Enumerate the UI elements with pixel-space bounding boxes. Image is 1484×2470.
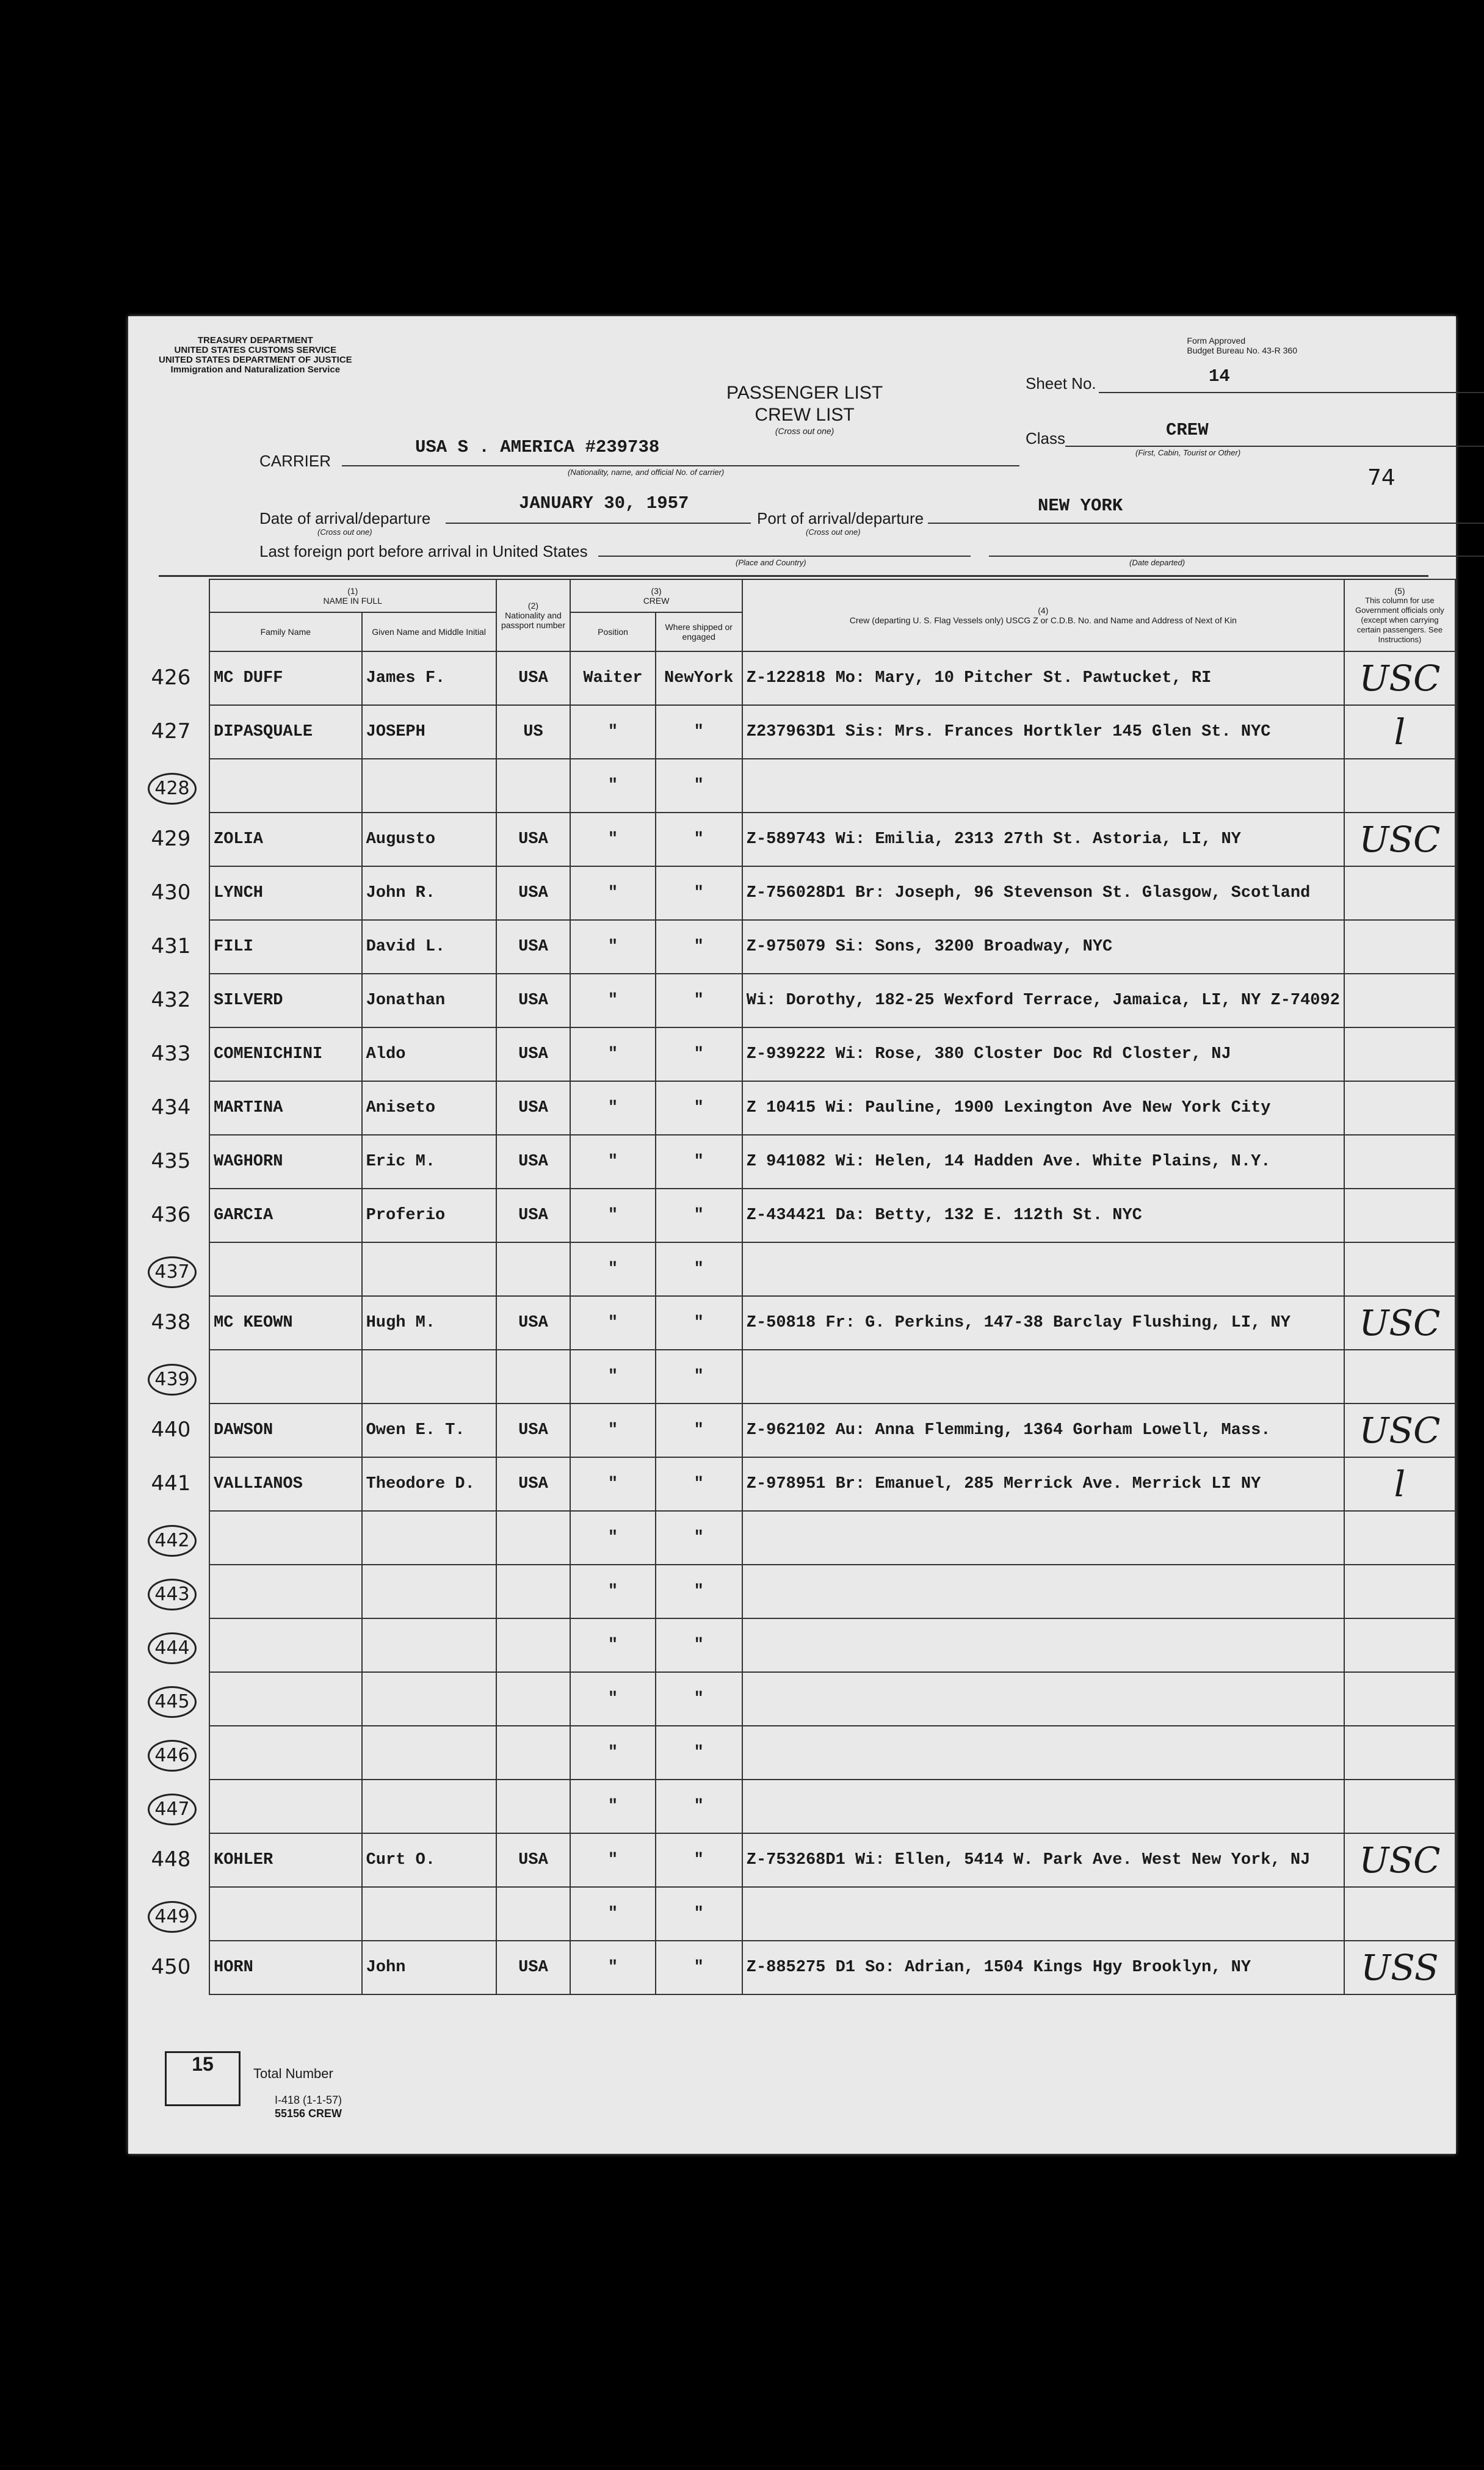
gov-use-cell: [1344, 1672, 1455, 1726]
row-number: 449: [148, 1901, 197, 1933]
crew-list-document: TREASURY DEPARTMENT UNITED STATES CUSTOMS SERVICE UNITED STATES DEPARTMENT OF JUSTICE Immigration and Naturalization Service Form Approved Budget Bureau No. 43-R 360 PASSENGER LIST CREW LIST (Cross out one) Sheet No. 14 Class CREW (First, Cabin, Tourist or Other) 74 CARRIER USA S . AMERICA #239738 (Nationality, name, and official No. of carrier) Date of arrival/departure (Cross out one) JANUARY 30, 1957 Port of arrival/departure (Cross out one) NEW YORK Last foreign port before arrival in United States (Place and Country) (Date departed) (1) NAME IN FULL (2) Nationality and passport number (3) CREW (4) Crew (departing U. S. Flag Vessels only) USCG Z or C.D.B. No. and Name and Address of Next of Kin (5) This column for use Government officials only (except when carrying certain passengers. See Instructions) Family Name Given Name and Middle Initial Position Where shipped or engaged MC DUFF James F. USA Waiter NewYork Z-122818 Mo: Mary, 10 Pitcher St. Pawtucket, RI USC DIPASQUALE JOSEPH US " " Z237963D1 Sis: Mrs. Frances Hortkler 145 Glen St. NYC l " " ZOLIA Augusto USA " " Z-589743 Wi: Emilia, 2313 27th St. Astoria, LI, NY USC LYNCH John R. USA " " Z-756028D1 Br: Joseph, 96 Stevenson St. Glasgow, Scotland FILI David L. USA " " Z-975079 Si: Sons, 3200 Broadway, NYC SILVERD Jonathan USA " " Wi: Dorothy, 182-25 Wexford Terrace, Jamaica, LI, NY Z-74092 COMENICHINI Aldo USA " " Z-939222 Wi: Rose, 380 Closter Doc Rd Closter, NJ MARTINA Aniseto USA " " Z 10415 Wi: Pauline, 1900 Lexington Ave New York City WAGHORN Eric M. USA " " Z 941082 Wi: Helen, 14 Hadden Ave. White Plains, N.Y. GARCIA Proferio USA " " Z-434421 Da: Betty, 132 E. 112th St. NYC " " MC KEOWN Hugh M. USA " " Z-50818 Fr: G. Perkins, 147-38 Barclay Flushing, LI, NY USC " " DAWSON Owen E. T. USA " " Z-962102 Au: Anna Flemming, 1364 Gorham Lowell, Mass. USC VALLIANOS Theodore D. USA " " Z-978951 Br: Emanuel, 285 Merrick Ave. Merrick LI NY l " " " " " " " " " " " " KOHLER Curt O. USA " " Z-753268D1 Wi: Ellen, 5414 W. Park Ave. West New York, NJ USC " " HORN John USA " " Z-885275 D1 So: Adrian, 1504 Kings Hgy Brooklyn, NY USS 426 427 428 429 430 431 432 433 434 435 436 437 438 439 440 441 442 443 444 445 446 447 448 449 450 15 Total Number I-418 (1-1-57) 55156 CREW: [128, 316, 1456, 2154]
next-of-kin-cell: [742, 1242, 1344, 1296]
position-cell: ": [570, 1296, 655, 1350]
position-cell: ": [570, 759, 655, 813]
family-name-cell: ZOLIA: [209, 813, 362, 866]
nationality-cell: [496, 1618, 571, 1672]
given-name-cell: JOSEPH: [362, 705, 496, 759]
nationality-cell: USA: [496, 813, 571, 866]
given-name-cell: [362, 1672, 496, 1726]
table-row: [209, 1081, 1455, 1135]
gov-use-cell: [1344, 1081, 1455, 1135]
gov-use-cell: [1344, 1887, 1455, 1941]
next-of-kin-cell: Z-122818 Mo: Mary, 10 Pitcher St. Pawtucket, RI: [742, 651, 1344, 705]
next-of-kin-cell: [742, 1672, 1344, 1726]
next-of-kin-cell: Z 941082 Wi: Helen, 14 Hadden Ave. White Plains, N.Y.: [742, 1135, 1344, 1189]
next-of-kin-cell: Z-589743 Wi: Emilia, 2313 27th St. Astoria, LI, NY: [742, 813, 1344, 866]
nationality-cell: USA: [496, 920, 571, 974]
crew-rows: [209, 651, 1455, 1994]
next-of-kin-cell: Z-939222 Wi: Rose, 380 Closter Doc Rd Closter, NJ: [742, 1027, 1344, 1081]
nationality-cell: USA: [496, 1135, 571, 1189]
shipped-cell: ": [656, 705, 742, 759]
total-number-label: Total Number: [253, 2066, 333, 2081]
nationality-cell: USA: [496, 866, 571, 920]
nationality-cell: USA: [496, 1189, 571, 1242]
position-cell: ": [570, 1027, 655, 1081]
given-name-cell: David L.: [362, 920, 496, 974]
position-cell: ": [570, 1189, 655, 1242]
family-name-cell: HORN: [209, 1941, 362, 1994]
given-name-cell: [362, 1887, 496, 1941]
row-number: 437: [148, 1256, 197, 1288]
position-cell: ": [570, 1726, 655, 1780]
nationality-cell: USA: [496, 1941, 571, 1994]
shipped-cell: ": [656, 866, 742, 920]
row-number: 427: [151, 719, 191, 744]
family-name-cell: VALLIANOS: [209, 1457, 362, 1511]
nationality-cell: [496, 1350, 571, 1403]
next-of-kin-cell: Z-753268D1 Wi: Ellen, 5414 W. Park Ave. West New York, NJ: [742, 1833, 1344, 1887]
gov-use-cell: [1344, 1135, 1455, 1189]
row-number: 440: [151, 1418, 191, 1442]
row-number: 435: [151, 1149, 191, 1173]
row-number: 436: [151, 1203, 191, 1227]
shipped-cell: ": [656, 1780, 742, 1833]
table-row: [209, 866, 1455, 920]
gov-use-cell: [1344, 1027, 1455, 1081]
next-of-kin-cell: Z-885275 D1 So: Adrian, 1504 Kings Hgy Brooklyn, NY: [742, 1941, 1344, 1994]
given-name-cell: [362, 1618, 496, 1672]
row-number: 447: [148, 1794, 197, 1825]
row-number: 446: [148, 1740, 197, 1772]
family-name-cell: MC DUFF: [209, 651, 362, 705]
gov-use-cell: [1344, 1780, 1455, 1833]
next-of-kin-cell: [742, 1565, 1344, 1618]
next-of-kin-cell: [742, 759, 1344, 813]
nationality-cell: [496, 1726, 571, 1780]
gov-use-cell: USS: [1344, 1941, 1455, 1994]
family-name-cell: LYNCH: [209, 866, 362, 920]
row-number: 450: [151, 1955, 191, 1979]
row-number: 430: [151, 880, 191, 905]
date-label: Date of arrival/departure: [259, 509, 431, 527]
gov-use-cell: [1344, 866, 1455, 920]
total-number-value: 15: [192, 2053, 214, 2075]
table-row: [209, 920, 1455, 974]
table-row: [209, 1511, 1455, 1565]
nationality-cell: USA: [496, 974, 571, 1027]
next-of-kin-cell: [742, 1350, 1344, 1403]
shipped-cell: ": [656, 1189, 742, 1242]
position-cell: ": [570, 1780, 655, 1833]
given-name-cell: [362, 1726, 496, 1780]
next-of-kin-cell: Z-50818 Fr: G. Perkins, 147-38 Barclay Flushing, LI, NY: [742, 1296, 1344, 1350]
row-number: 439: [148, 1364, 197, 1396]
next-of-kin-cell: [742, 1887, 1344, 1941]
shipped-cell: ": [656, 1242, 742, 1296]
position-cell: ": [570, 813, 655, 866]
given-name-cell: [362, 1780, 496, 1833]
shipped-cell: ": [656, 1457, 742, 1511]
table-row: [209, 1726, 1455, 1780]
family-name-cell: [209, 759, 362, 813]
family-name-cell: DIPASQUALE: [209, 705, 362, 759]
nationality-cell: USA: [496, 1296, 571, 1350]
next-of-kin-cell: Z-975079 Si: Sons, 3200 Broadway, NYC: [742, 920, 1344, 974]
family-name-cell: MC KEOWN: [209, 1296, 362, 1350]
shipped-cell: ": [656, 1511, 742, 1565]
position-cell: ": [570, 1511, 655, 1565]
gov-use-cell: [1344, 1242, 1455, 1296]
next-of-kin-cell: [742, 1618, 1344, 1672]
family-name-cell: [209, 1242, 362, 1296]
position-cell: ": [570, 1403, 655, 1457]
given-name-cell: Aniseto: [362, 1081, 496, 1135]
row-number: 445: [148, 1686, 197, 1718]
given-name-cell: [362, 759, 496, 813]
shipped-header: Where shipped or engaged: [656, 612, 742, 651]
table-row: [209, 1887, 1455, 1941]
position-cell: ": [570, 1887, 655, 1941]
position-cell: ": [570, 1618, 655, 1672]
shipped-cell: ": [656, 1027, 742, 1081]
position-cell: ": [570, 1833, 655, 1887]
gov-use-cell: [1344, 920, 1455, 974]
table-row: [209, 759, 1455, 813]
form-id: I-418 (1-1-57): [275, 2094, 342, 2106]
given-name-cell: Augusto: [362, 813, 496, 866]
given-name-cell: James F.: [362, 651, 496, 705]
row-number: 448: [151, 1847, 191, 1872]
position-cell: ": [570, 1242, 655, 1296]
crew-table: [209, 579, 1456, 1995]
form-approved: Form Approved Budget Bureau No. 43-R 360: [1187, 336, 1297, 355]
sheet-number: 14: [1209, 366, 1230, 386]
table-row: [209, 974, 1455, 1027]
shipped-cell: ": [656, 1403, 742, 1457]
nationality-cell: [496, 1672, 571, 1726]
col-name-header: (1) NAME IN FULL: [209, 579, 496, 612]
row-number: 444: [148, 1632, 197, 1664]
family-name-cell: WAGHORN: [209, 1135, 362, 1189]
shipped-cell: ": [656, 1726, 742, 1780]
gov-use-cell: [1344, 1350, 1455, 1403]
nationality-cell: [496, 1565, 571, 1618]
gov-use-cell: [1344, 1618, 1455, 1672]
gov-use-cell: [1344, 759, 1455, 813]
next-of-kin-cell: [742, 1511, 1344, 1565]
position-cell: ": [570, 1565, 655, 1618]
last-port-label: Last foreign port before arrival in United States: [259, 542, 588, 560]
position-cell: ": [570, 866, 655, 920]
nationality-cell: [496, 1887, 571, 1941]
table-row: [209, 1350, 1455, 1403]
next-of-kin-cell: Z-978951 Br: Emanuel, 285 Merrick Ave. Merrick LI NY: [742, 1457, 1344, 1511]
shipped-cell: ": [656, 1618, 742, 1672]
nationality-cell: USA: [496, 651, 571, 705]
gov-use-cell: USC: [1344, 1403, 1455, 1457]
shipped-cell: ": [656, 1350, 742, 1403]
family-name-cell: [209, 1672, 362, 1726]
shipped-cell: ": [656, 1672, 742, 1726]
family-name-cell: [209, 1887, 362, 1941]
form-code: 55156 CREW: [275, 2107, 342, 2120]
position-cell: ": [570, 1941, 655, 1994]
nationality-cell: [496, 1511, 571, 1565]
nationality-cell: USA: [496, 1081, 571, 1135]
position-cell: ": [570, 974, 655, 1027]
nationality-cell: US: [496, 705, 571, 759]
row-number: 433: [151, 1041, 191, 1066]
gov-use-cell: USC: [1344, 651, 1455, 705]
title-crew: CREW LIST: [755, 405, 855, 425]
given-name-cell: Eric M.: [362, 1135, 496, 1189]
shipped-cell: NewYork: [656, 651, 742, 705]
carrier-value: USA S . AMERICA #239738: [415, 437, 660, 457]
row-number: 432: [151, 988, 191, 1012]
given-name-cell: [362, 1565, 496, 1618]
family-name-cell: KOHLER: [209, 1833, 362, 1887]
gov-use-cell: l: [1344, 705, 1455, 759]
given-name-cell: [362, 1511, 496, 1565]
shipped-cell: ": [656, 813, 742, 866]
shipped-cell: ": [656, 1565, 742, 1618]
gov-use-cell: l: [1344, 1457, 1455, 1511]
position-cell: ": [570, 1457, 655, 1511]
row-number: 434: [151, 1095, 191, 1120]
document-title: PASSENGER LIST CREW LIST (Cross out one): [726, 383, 883, 436]
next-of-kin-cell: Z237963D1 Sis: Mrs. Frances Hortkler 145 Glen St. NYC: [742, 705, 1344, 759]
table-row: [209, 1780, 1455, 1833]
total-number-box: [165, 2051, 241, 2106]
gov-use-cell: [1344, 1511, 1455, 1565]
given-name-cell: Proferio: [362, 1189, 496, 1242]
nationality-cell: USA: [496, 1027, 571, 1081]
given-name-cell: [362, 1350, 496, 1403]
given-name-cell: Aldo: [362, 1027, 496, 1081]
gov-use-cell: USC: [1344, 813, 1455, 866]
family-name-cell: MARTINA: [209, 1081, 362, 1135]
col-kin-header: (4) Crew (departing U. S. Flag Vessels only) USCG Z or C.D.B. No. and Name and Address of Next of Kin: [742, 579, 1344, 651]
row-number: 428: [148, 773, 197, 805]
position-cell: ": [570, 705, 655, 759]
gov-use-cell: [1344, 1726, 1455, 1780]
class-label: Class: [1026, 429, 1066, 447]
next-of-kin-cell: Z-434421 Da: Betty, 132 E. 112th St. NYC: [742, 1189, 1344, 1242]
nationality-cell: [496, 1780, 571, 1833]
family-name-cell: GARCIA: [209, 1189, 362, 1242]
gov-use-cell: USC: [1344, 1296, 1455, 1350]
next-of-kin-cell: Z 10415 Wi: Pauline, 1900 Lexington Ave New York City: [742, 1081, 1344, 1135]
shipped-cell: ": [656, 1887, 742, 1941]
next-of-kin-cell: Z-962102 Au: Anna Flemming, 1364 Gorham Lowell, Mass.: [742, 1403, 1344, 1457]
given-name-cell: Jonathan: [362, 974, 496, 1027]
family-name-cell: [209, 1726, 362, 1780]
shipped-cell: ": [656, 974, 742, 1027]
col-gov-header: (5) This column for use Government officials only (except when carrying certain passengers. See Instructions): [1344, 579, 1455, 651]
nationality-cell: USA: [496, 1457, 571, 1511]
family-name-cell: [209, 1511, 362, 1565]
class-value: CREW: [1166, 420, 1209, 440]
table-row: [209, 1618, 1455, 1672]
port-label: Port of arrival/departure: [757, 509, 924, 527]
row-number: 443: [148, 1579, 197, 1610]
gov-use-cell: USC: [1344, 1833, 1455, 1887]
row-number: 441: [151, 1471, 191, 1496]
family-name-cell: FILI: [209, 920, 362, 974]
position-cell: ": [570, 1081, 655, 1135]
family-name-cell: SILVERD: [209, 974, 362, 1027]
family-name-cell: [209, 1618, 362, 1672]
table-row: [209, 1027, 1455, 1081]
sheet-label: Sheet No.: [1026, 374, 1096, 393]
family-name-cell: DAWSON: [209, 1403, 362, 1457]
given-name-cell: John: [362, 1941, 496, 1994]
given-name-cell: [362, 1242, 496, 1296]
table-row: [209, 705, 1455, 759]
nationality-cell: USA: [496, 1403, 571, 1457]
date-value: JANUARY 30, 1957: [519, 493, 689, 513]
table-row: [209, 1403, 1455, 1457]
given-name-cell: Theodore D.: [362, 1457, 496, 1511]
row-number: 426: [151, 665, 191, 690]
col-crew-header: (3) CREW: [570, 579, 742, 612]
shipped-cell: ": [656, 1833, 742, 1887]
family-name-cell: COMENICHINI: [209, 1027, 362, 1081]
position-cell: ": [570, 1135, 655, 1189]
row-number: 438: [151, 1310, 191, 1335]
family-name-cell: [209, 1350, 362, 1403]
next-of-kin-cell: Wi: Dorothy, 182-25 Wexford Terrace, Jamaica, LI, NY Z-74092: [742, 974, 1344, 1027]
gov-use-cell: [1344, 1189, 1455, 1242]
col-nationality-header: (2) Nationality and passport number: [496, 579, 571, 651]
given-name-header: Given Name and Middle Initial: [362, 612, 496, 651]
table-row: [209, 1565, 1455, 1618]
title-passenger: PASSENGER LIST: [726, 383, 883, 403]
table-row: [209, 1189, 1455, 1242]
given-name-cell: Curt O.: [362, 1833, 496, 1887]
table-row: [209, 1941, 1455, 1994]
page-number: 74: [1367, 465, 1395, 490]
shipped-cell: ": [656, 1081, 742, 1135]
given-name-cell: Hugh M.: [362, 1296, 496, 1350]
gov-use-cell: [1344, 1565, 1455, 1618]
position-cell: ": [570, 1350, 655, 1403]
table-row: [209, 1135, 1455, 1189]
given-name-cell: John R.: [362, 866, 496, 920]
shipped-cell: ": [656, 759, 742, 813]
row-number: 431: [151, 934, 191, 958]
gov-use-cell: [1344, 974, 1455, 1027]
position-cell: Waiter: [570, 651, 655, 705]
family-name-header: Family Name: [209, 612, 362, 651]
next-of-kin-cell: Z-756028D1 Br: Joseph, 96 Stevenson St. Glasgow, Scotland: [742, 866, 1344, 920]
table-row: [209, 1296, 1455, 1350]
row-number: 442: [148, 1525, 197, 1557]
nationality-cell: [496, 1242, 571, 1296]
next-of-kin-cell: [742, 1726, 1344, 1780]
family-name-cell: [209, 1565, 362, 1618]
shipped-cell: ": [656, 920, 742, 974]
given-name-cell: Owen E. T.: [362, 1403, 496, 1457]
nationality-cell: [496, 759, 571, 813]
agency-header: TREASURY DEPARTMENT UNITED STATES CUSTOMS SERVICE UNITED STATES DEPARTMENT OF JUSTICE Immigration and Naturalization Service: [159, 335, 352, 375]
row-number: 429: [151, 827, 191, 851]
table-row: [209, 813, 1455, 866]
shipped-cell: ": [656, 1941, 742, 1994]
nationality-cell: USA: [496, 1833, 571, 1887]
table-row: [209, 1833, 1455, 1887]
shipped-cell: ": [656, 1296, 742, 1350]
next-of-kin-cell: [742, 1780, 1344, 1833]
shipped-cell: ": [656, 1135, 742, 1189]
family-name-cell: [209, 1780, 362, 1833]
carrier-label: CARRIER: [259, 452, 331, 470]
table-row: [209, 1242, 1455, 1296]
position-cell: ": [570, 920, 655, 974]
port-value: NEW YORK: [1038, 496, 1123, 516]
table-row: [209, 1672, 1455, 1726]
table-row: [209, 651, 1455, 705]
table-row: [209, 1457, 1455, 1511]
position-header: Position: [570, 612, 655, 651]
position-cell: ": [570, 1672, 655, 1726]
